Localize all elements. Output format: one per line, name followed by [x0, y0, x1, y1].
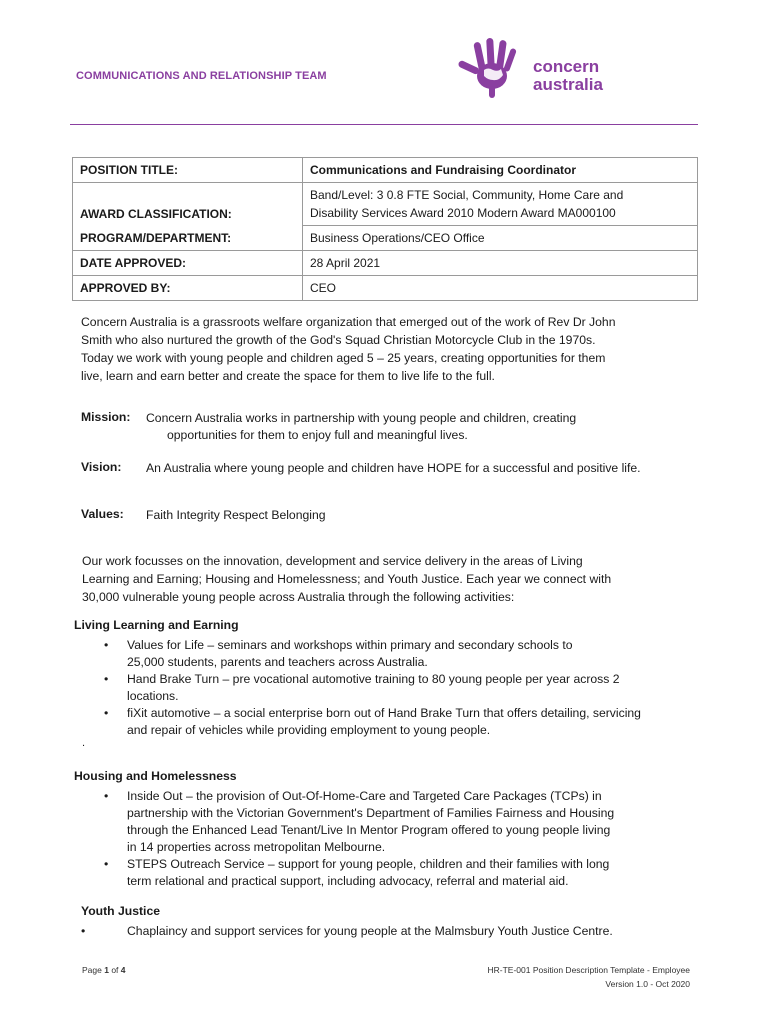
- work-line-2: Learning and Earning; Housing and Homelessness; and Youth Justice. Each year we connect with: [82, 572, 612, 586]
- table-row: [73, 226, 698, 251]
- list-item: [0, 856, 698, 890]
- intro-line-4: live, learn and earn better and create the space for them to live life to the full.: [81, 369, 495, 383]
- housing-item-1-line-3: through the Enhanced Lead Tenant/Live In Mentor Program offered to young people living: [127, 823, 611, 837]
- table-row: [73, 251, 698, 276]
- housing-item-2-line-2: term relational and practical support, including advocacy, referral and material aid.: [127, 874, 569, 888]
- youth-list: [0, 923, 698, 940]
- bullet-icon: •: [104, 789, 109, 803]
- doc-reference: HR-TE-001 Position Description Template - Employee: [487, 965, 690, 975]
- living-item-3-line-2: and repair of vehicles while providing employment to young people.: [127, 723, 491, 737]
- housing-heading: Housing and Homelessness: [74, 769, 237, 783]
- intro-paragraph: [81, 313, 681, 385]
- vision-label: Vision:: [81, 460, 122, 474]
- list-item: [0, 671, 698, 705]
- mission-line-1: Concern Australia works in partnership with young people and children, creating: [146, 411, 577, 425]
- table-row: [73, 158, 698, 183]
- intro-line-1: Concern Australia is a grassroots welfare organization that emerged out of the work of Rev Dr John: [81, 315, 616, 329]
- list-item: [0, 705, 698, 739]
- values-text: Faith Integrity Respect Belonging: [146, 508, 326, 522]
- header-divider: [70, 124, 698, 125]
- approved-by-value: CEO: [303, 276, 698, 301]
- bullet-icon: •: [104, 706, 109, 720]
- position-details-table: [72, 157, 698, 301]
- concern-australia-logo: [456, 36, 626, 102]
- version-label: Version 1.0 - Oct 2020: [605, 979, 690, 989]
- award-classification-label: AWARD CLASSIFICATION:: [80, 206, 232, 221]
- housing-item-1-line-4: in 14 properties across metropolitan Melbourne.: [127, 840, 386, 854]
- award-classification-value: [303, 183, 698, 226]
- position-title-key: POSITION TITLE:: [73, 158, 303, 183]
- living-item-1-line-1: Values for Life – seminars and workshops within primary and secondary schools to: [127, 638, 573, 652]
- award-classification-key: [73, 183, 303, 226]
- stray-mark: .: [82, 737, 86, 749]
- award-line-2: Disability Services Award 2010 Modern Award MA000100: [310, 206, 616, 220]
- youth-item-line: Chaplaincy and support services for young people at the Malmsbury Youth Justice Centre.: [127, 924, 613, 938]
- living-heading: Living Learning and Earning: [74, 618, 239, 632]
- living-item-2-line-1: Hand Brake Turn – pre vocational automotive training to 80 young people per year across 2: [127, 672, 620, 686]
- housing-item-1-line-1: Inside Out – the provision of Out-Of-Home-Care and Targeted Care Packages (TCPs) in: [127, 789, 602, 803]
- list-item: [0, 637, 698, 671]
- list-item: [0, 923, 698, 940]
- hand-logo-icon: [456, 36, 532, 102]
- values-label: Values:: [81, 507, 124, 521]
- housing-item-1-line-2: partnership with the Victorian Government's Department of Families Fairness and Housing: [127, 806, 615, 820]
- logo-text-australia: australia: [533, 75, 603, 94]
- mission-line-2: opportunities for them to enjoy full and meaningful lives.: [167, 428, 468, 442]
- housing-list: [0, 788, 698, 890]
- mission-label: Mission:: [81, 410, 131, 424]
- logo-text-concern: concern: [533, 57, 600, 76]
- living-item-3-line-1: fiXit automotive – a social enterprise born out of Hand Brake Turn that offers detailing, servicing: [127, 706, 641, 720]
- living-list: [0, 637, 698, 739]
- intro-line-2: Smith who also nurtured the growth of the God's Squad Christian Motorcycle Club in the 1970s.: [81, 333, 596, 347]
- page-total: 4: [120, 965, 126, 975]
- program-department-value: Business Operations/CEO Office: [303, 226, 698, 251]
- position-title-value: Communications and Fundraising Coordinator: [303, 158, 698, 183]
- table-row: [73, 183, 698, 226]
- date-approved-value: 28 April 2021: [303, 251, 698, 276]
- program-department-key: PROGRAM/DEPARTMENT:: [73, 226, 303, 251]
- vision-text: An Australia where young people and children have HOPE for a successful and positive life.: [146, 461, 641, 475]
- living-item-1-line-2: 25,000 students, parents and teachers across Australia.: [127, 655, 428, 669]
- table-row: [73, 276, 698, 301]
- intro-line-3: Today we work with young people and children aged 5 – 25 years, creating opportunities for them: [81, 351, 606, 365]
- living-item-2-line-2: locations.: [127, 689, 179, 703]
- bullet-icon: •: [104, 638, 109, 652]
- approved-by-key: APPROVED BY:: [73, 276, 303, 301]
- work-line-3: 30,000 vulnerable young people across Australia through the following activities:: [82, 590, 515, 604]
- bullet-icon: •: [81, 924, 86, 938]
- list-item: [0, 788, 698, 856]
- team-label: COMMUNICATIONS AND RELATIONSHIP TEAM: [76, 70, 327, 82]
- housing-item-2-line-1: STEPS Outreach Service – support for young people, children and their families with long: [127, 857, 610, 871]
- page-prefix: Page: [82, 965, 105, 975]
- bullet-icon: •: [104, 857, 109, 871]
- work-line-1: Our work focusses on the innovation, development and service delivery in the areas of Living: [82, 554, 583, 568]
- bullet-icon: •: [104, 672, 109, 686]
- youth-heading: Youth Justice: [81, 904, 161, 918]
- page-number: [82, 965, 126, 975]
- date-approved-key: DATE APPROVED:: [73, 251, 303, 276]
- page-current: 1: [104, 965, 109, 975]
- page-of: of: [108, 965, 121, 975]
- work-paragraph: [82, 552, 682, 606]
- award-line-1: Band/Level: 3 0.8 FTE Social, Community, Home Care and: [310, 188, 624, 202]
